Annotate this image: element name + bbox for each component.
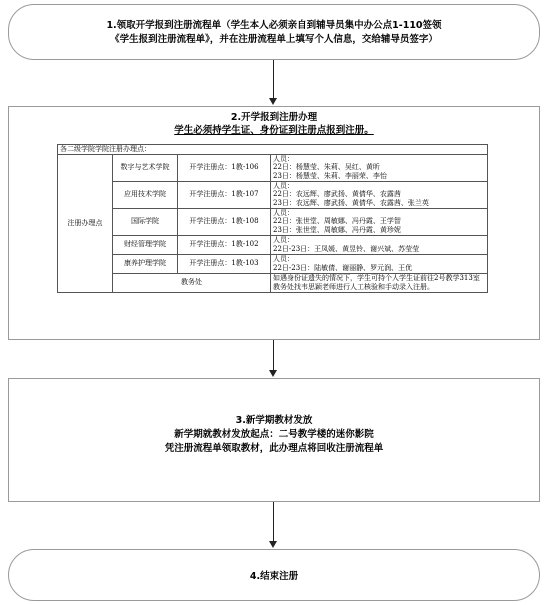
step1-box	[8, 4, 540, 60]
staff-line: 23日：张世堂、周敏娜、冯丹霞、黄珍妮	[273, 225, 401, 234]
staff-line: 人员：	[273, 236, 294, 244]
college-name: 康养护理学院	[113, 254, 178, 273]
step3-line3: 凭注册流程单领取教材，此办理点将回收注册流程单	[164, 443, 384, 454]
table-row	[58, 181, 488, 208]
staff-cell	[271, 235, 488, 254]
college-name: 国际学院	[113, 208, 178, 235]
staff-cell	[271, 181, 488, 208]
staff-line: 22日：农远辉、廖武扬、黄倩华、农露茜	[273, 190, 401, 199]
staff-cell	[271, 154, 488, 181]
step3-line2: 新学期就教材发放起点：二号教学楼的迷你影院	[174, 429, 374, 440]
step3-line1: 3.新学期教材发放	[235, 415, 313, 426]
staff-line: 人员：	[273, 208, 294, 217]
staff-cell	[271, 208, 488, 235]
table-header: 各二级学院学院注册办理点：	[58, 145, 488, 155]
affairs-text: 如遇身份证遗失的情况下，学生可持个人学生证前往2号教学313室教务处找韦思颖老师进行人工核验和手动录入注册。	[271, 273, 488, 292]
arrow-1-2	[273, 60, 274, 99]
step3-box	[8, 378, 540, 502]
arrow-2-3	[273, 340, 274, 371]
register-point: 开学注册点：1教-108	[178, 208, 271, 235]
register-point: 开学注册点：1教-102	[178, 235, 271, 254]
register-point: 开学注册点：1教-106	[178, 154, 271, 181]
staff-line: 22日-23日：王凤媛、黄昱铃、谢兴斌、苏莹莹	[273, 244, 420, 253]
staff-line: 人员：	[273, 181, 294, 190]
group-label: 注册办理点	[58, 154, 113, 292]
table-row	[58, 154, 488, 181]
arrowhead-2-3	[269, 370, 277, 377]
college-name: 数字与艺术学院	[113, 154, 178, 181]
college-name: 财经管理学院	[113, 235, 178, 254]
college-name: 应用技术学院	[113, 181, 178, 208]
table-header-row	[58, 145, 488, 155]
staff-line: 23日：农远辉、廖武扬、黄倩华、农露茜、张兰英	[273, 198, 429, 207]
arrow-3-4	[273, 502, 274, 542]
registration-table	[57, 144, 488, 293]
step4-box	[8, 549, 540, 601]
staff-line: 22日-23日：陆敏倩、谢丽静、罗元润、王优	[273, 263, 413, 272]
staff-line: 人员：	[273, 154, 294, 163]
affairs-label: 教务处	[113, 273, 271, 292]
step1-line2: 《学生报到注册流程单》，并在注册流程单上填写个人信息，交给辅导员签字）	[110, 34, 438, 45]
table-row	[58, 273, 488, 292]
staff-line: 22日：张世堂、周敏娜、冯丹霞、王学智	[273, 217, 401, 226]
step1-line1: 1.领取开学报到注册流程单（学生本人必须亲自到辅导员集中办公点1-110签领	[106, 20, 442, 31]
register-point: 开学注册点：1教-103	[178, 254, 271, 273]
arrowhead-3-4	[269, 541, 277, 548]
step4-title: 4.结束注册	[249, 571, 299, 582]
staff-line: 22日：杨慧莹、朱莉、吴红、黄昕	[273, 163, 380, 172]
staff-line: 23日：杨慧莹、朱莉、李丽荣、李怡	[273, 171, 387, 180]
table-row	[58, 208, 488, 235]
table-row	[58, 235, 488, 254]
arrowhead-1-2	[269, 98, 277, 105]
staff-cell	[271, 254, 488, 273]
table-row	[58, 254, 488, 273]
register-point: 开学注册点：1教-107	[178, 181, 271, 208]
step2-subtitle: 学生必须持学生证、身份证到注册点报到注册。	[174, 125, 374, 136]
staff-line: 人员：	[273, 255, 294, 263]
step2-title: 2.开学报到注册办理	[230, 112, 318, 123]
